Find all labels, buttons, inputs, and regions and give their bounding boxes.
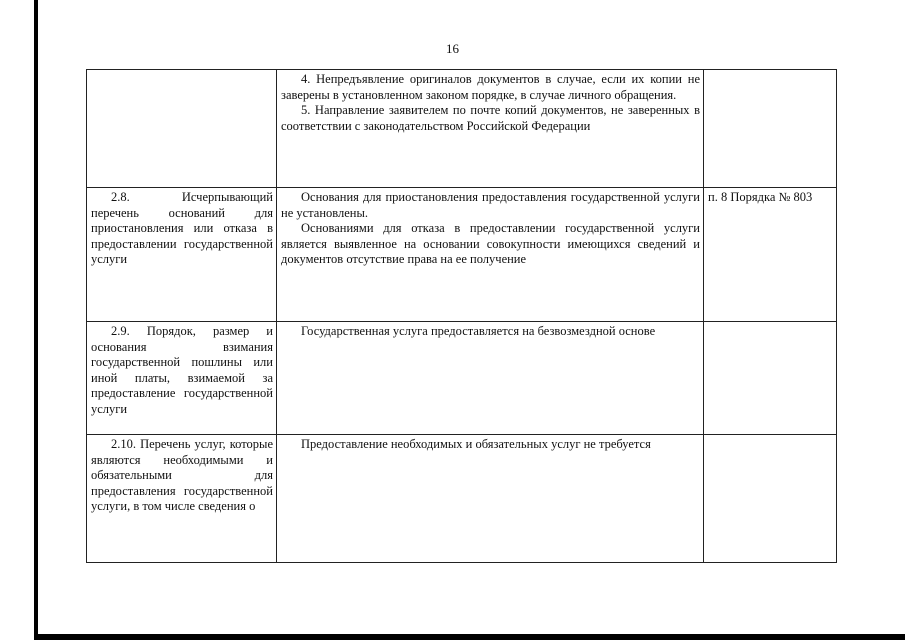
cell-service-standard xyxy=(87,70,277,188)
cell-content xyxy=(277,188,704,322)
cell-legal-basis xyxy=(704,435,837,563)
table-row xyxy=(87,70,837,188)
cell-text: 2.10. Перечень услуг, которые являются необходимыми и обязательными для предоставления государственной услуги, в том числе сведения о xyxy=(91,437,273,513)
page-number: 16 xyxy=(446,41,459,56)
cell-legal-basis xyxy=(704,322,837,435)
cell-content xyxy=(277,435,704,563)
cell-text: 2.9. Порядок, размер и основания взимания государственной пошлины или иной платы, взимаемой за предоставление государственной услуги xyxy=(91,324,273,416)
cell-service-standard xyxy=(87,188,277,322)
cell-content xyxy=(277,322,704,435)
cell-service-standard xyxy=(87,435,277,563)
cell-text: п. 8 Порядка № 803 xyxy=(708,190,813,204)
scan-border-bottom xyxy=(34,634,905,640)
cell-legal-basis xyxy=(704,70,837,188)
paragraph: 4. Непредъявление оригиналов документов в случае, если их копии не заверены в установленном законом порядке, в случае личного обращения. xyxy=(281,72,700,102)
cell-legal-basis xyxy=(704,188,837,322)
paragraph: Предоставление необходимых и обязательных услуг не требуется xyxy=(301,437,651,451)
paragraph: Государственная услуга предоставляется на безвозмездной основе xyxy=(301,324,656,338)
table-row xyxy=(87,322,837,435)
cell-service-standard xyxy=(87,322,277,435)
paragraph: 5. Направление заявителем по почте копий документов, не заверенных в соответствии с законодательством Российской Федерации xyxy=(281,103,700,133)
cell-content xyxy=(277,70,704,188)
regulation-table xyxy=(86,69,837,563)
table-row xyxy=(87,435,837,563)
table-row xyxy=(87,188,837,322)
scan-border-left xyxy=(34,0,38,640)
paragraph: Основания для приостановления предоставления государственной услуги не установлены. xyxy=(281,190,700,220)
paragraph: Основаниями для отказа в предоставлении государственной услуги является выявленное на основании совокупности имеющихся сведений и документов отсутствие права на ее получение xyxy=(281,221,700,266)
cell-text: 2.8. Исчерпывающий перечень оснований для приостановления или отказа в предоставлении государственной услуги xyxy=(91,190,273,266)
